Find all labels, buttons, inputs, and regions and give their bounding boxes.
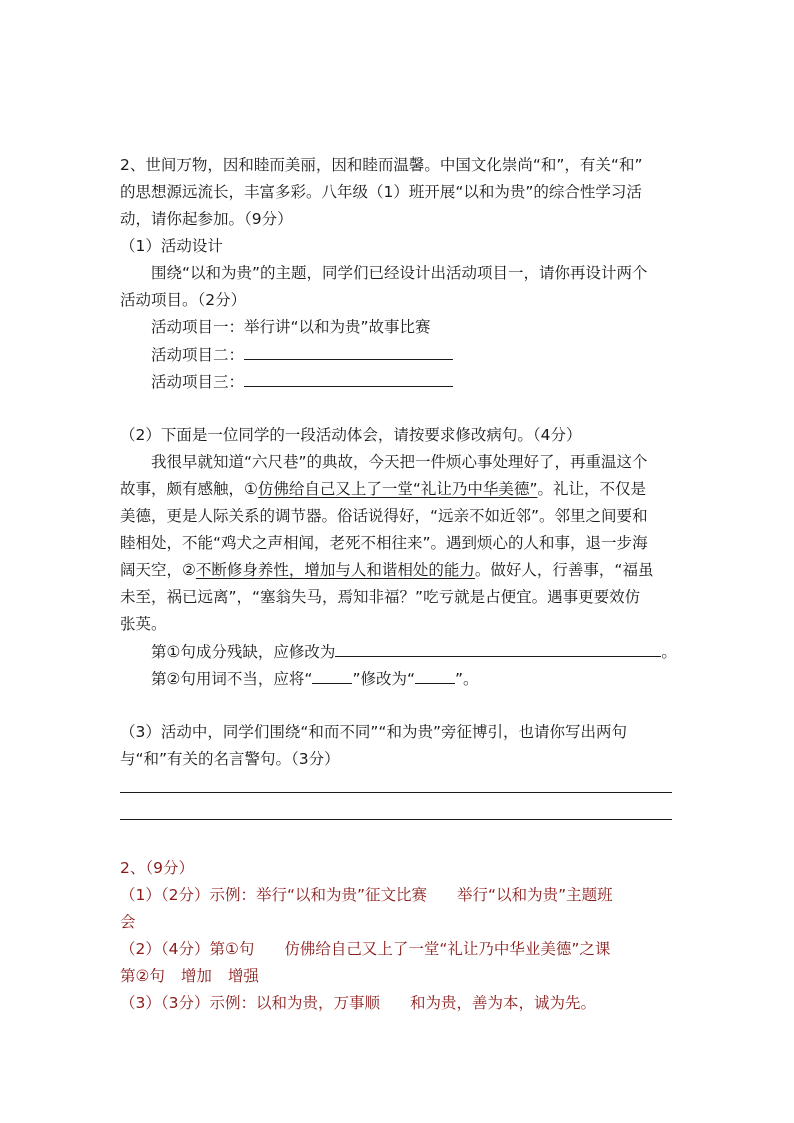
part1-prompt-line-2: 活动项目。（2分） xyxy=(120,291,247,309)
fix-sentence-2-blank-to[interactable] xyxy=(415,668,455,684)
passage-line-2-text-a: 故事，颇有感触，① xyxy=(120,480,258,498)
answer-line-2[interactable] xyxy=(120,819,672,820)
passage-line-7: 张英。 xyxy=(120,615,167,633)
sick-sentence-1: 仿佛给自己又上了一堂“礼让乃中华美德” xyxy=(257,480,538,498)
fix-sentence-2-text-a: 第②句用词不当，应将“ xyxy=(151,670,313,688)
part3-line-2: 与“和”有关的名言警句。（3分） xyxy=(120,750,340,768)
passage-line-3: 美德，更是人际关系的调节器。俗话说得好，“远亲不如近邻”。邻里之间要和 xyxy=(120,507,648,525)
activity-item-2-blank[interactable] xyxy=(244,344,453,360)
passage-line-5-text-a: 阔天空，② xyxy=(120,561,196,579)
question-intro-line-3: 动，请你起参加。（9分） xyxy=(120,210,293,228)
activity-item-2-label: 活动项目二： xyxy=(151,346,245,364)
answer-3 xyxy=(120,993,596,1013)
answer-2 xyxy=(120,939,610,959)
fix-sentence-2-text-b: ”修改为“ xyxy=(352,670,415,688)
part1-prompt-line-1: 围绕“以和为贵”的主题，同学们已经设计出活动项目一，请你再设计两个 xyxy=(151,264,648,282)
fix-sentence-1-label: 第①句成分残缺，应修改为 xyxy=(151,643,336,661)
part2-heading: （2）下面是一位同学的一段活动体会，请按要求修改病句。（4分） xyxy=(120,426,582,444)
question-intro-line-1: 2、世间万物，因和睦而美丽，因和睦而温馨。中国文化崇尚“和”，有关“和” xyxy=(120,156,643,174)
activity-item-3 xyxy=(151,371,453,392)
fix-sentence-2 xyxy=(151,668,479,689)
answer-1-text-a: （1）（2分）示例：举行“以和为贵”征文比赛 xyxy=(120,886,428,904)
fix-sentence-1-end: 。 xyxy=(661,643,677,661)
activity-item-3-label: 活动项目三： xyxy=(151,373,245,391)
passage-line-2 xyxy=(120,479,646,499)
answer-2-continued xyxy=(120,966,259,986)
answer-1-continued: 会 xyxy=(120,913,136,931)
activity-item-3-blank[interactable] xyxy=(244,371,453,387)
sick-sentence-2: 不断修身养性，增加与人和谐相处的能力 xyxy=(195,561,475,579)
part3-line-1: （3）活动中，同学们围绕“和而不同”“和为贵”旁征博引，也请你写出两句 xyxy=(120,723,627,741)
answer-3-text-a: （3）（3分）示例：以和为贵，万事顺 xyxy=(120,994,380,1012)
answer-2-text-c: 第②句 xyxy=(120,967,165,985)
activity-item-2 xyxy=(151,344,453,365)
answer-1-text-b: 举行“以和为贵”主题班 xyxy=(457,886,613,904)
fix-sentence-2-text-c: ”。 xyxy=(455,670,479,688)
activity-item-1: 活动项目一：举行讲“以和为贵”故事比赛 xyxy=(151,318,431,336)
answer-line-1[interactable] xyxy=(120,792,672,793)
answer-3-text-b: 和为贵，善为本，诚为先。 xyxy=(409,994,596,1012)
passage-line-5 xyxy=(120,560,653,580)
fix-sentence-1 xyxy=(151,641,677,662)
passage-line-2-text-b: 。礼让，不仅是 xyxy=(537,480,646,498)
answer-2-text-e: 增强 xyxy=(227,967,259,985)
passage-line-6: 未至，祸已远离”，“塞翁失马，焉知非福？”吃亏就是占便宜。遇事更要效仿 xyxy=(120,588,641,606)
answer-1 xyxy=(120,885,613,905)
answer-2-text-b: 仿佛给自己又上了一堂“礼让乃中华业美德”之课 xyxy=(284,940,611,958)
passage-line-4: 睦相处，不能“鸡犬之声相闻，老死不相往来”。遇到烦心的人和事，退一步海 xyxy=(120,534,648,552)
fix-sentence-2-blank-from[interactable] xyxy=(312,668,352,684)
answer-2-text-a: （2）（4分）第①句 xyxy=(120,940,255,958)
fix-sentence-1-blank[interactable] xyxy=(335,641,661,657)
part1-heading: （1）活动设计 xyxy=(120,237,223,255)
answer-header: 2、（9分） xyxy=(120,859,194,877)
question-intro-line-2: 的思想源远流长，丰富多彩。八年级（1）班开展“以和为贵”的综合性学习活 xyxy=(120,183,642,201)
passage-line-5-text-b: 。做好人，行善事，“福虽 xyxy=(474,561,654,579)
passage-line-1: 我很早就知道“六尺巷”的典故，今天把一件烦心事处理好了，再重温这个 xyxy=(151,453,648,471)
answer-2-text-d: 增加 xyxy=(180,967,212,985)
